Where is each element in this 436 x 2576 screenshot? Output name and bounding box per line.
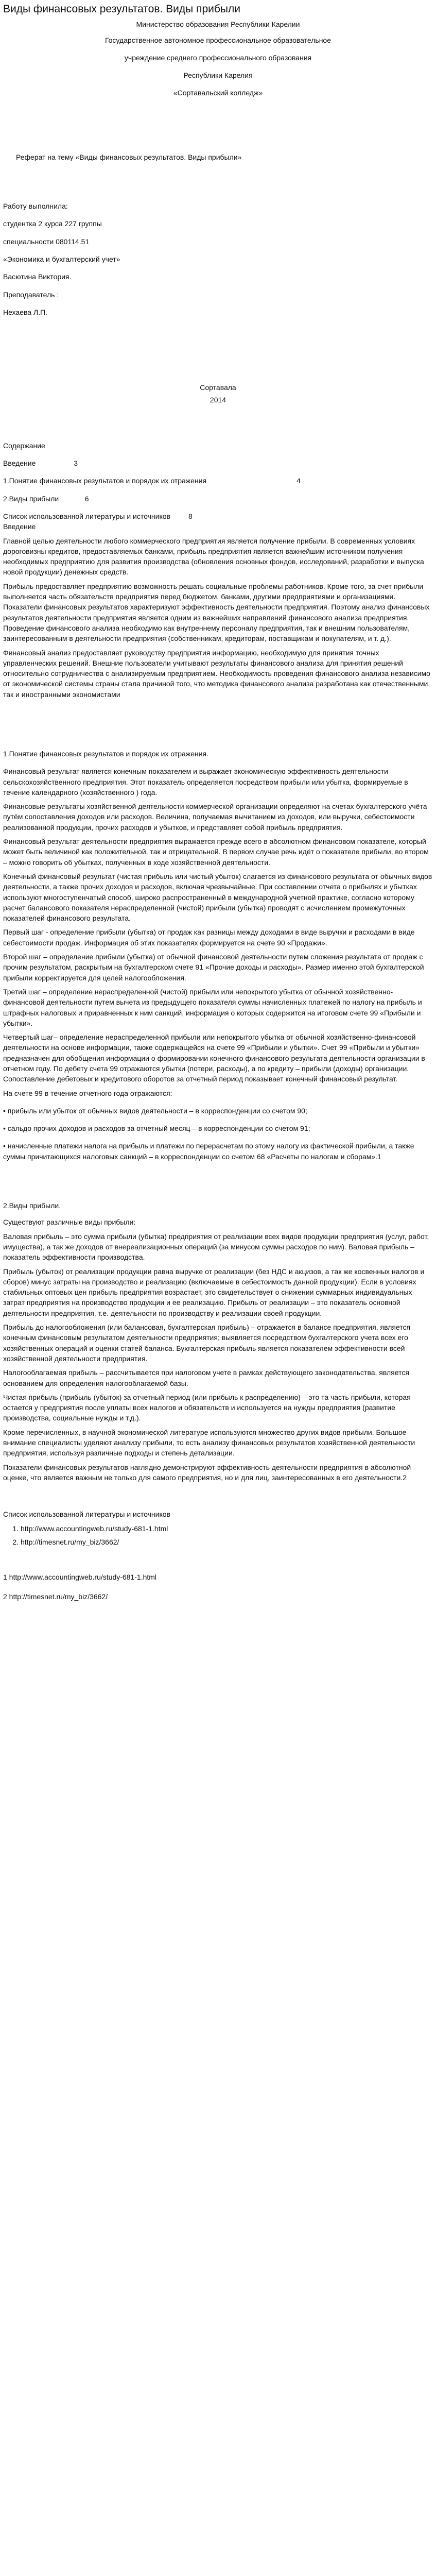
teacher-label: Преподаватель : — [3, 290, 59, 299]
section1-paragraph: Конечный финансовый результат (чистая прибыль или чистый убыток) слагается из финансового результата от обычных видов деятельности, а также прочих доходов и расходов, включая чрезвычайные. При составлении отчета о прибылях и убытках используют многоступенчатый способ, широко распространенный в международной учетной практике, согласно которому расчет балансового показателя нераспределенной (чистой) прибыли (убытка) проводят с исчислением промежуточных показателей финансового результата. — [3, 872, 432, 923]
section1-paragraph: Первый шаг - определение прибыли (убытка) от продаж как разницы между доходами в виде выручки и расходами в виде себестоимости продаж. Информация об этих показателях формируется на счете 90 «Продажи». — [3, 928, 415, 947]
section1-bullet: • прибыль или убыток от обычных видов деятельности – в корреспонденции со счетом 90; — [3, 1106, 307, 1115]
author-label: Работу выполнила: — [3, 202, 68, 211]
section2-paragraph: Показатели финансовых результатов наглядно демонстрируют эффективность деятельности предприятия в абсолютной оценке, что является важным не только для самого предприятия, но и для лиц, заинтересованных в его деятельности.2 — [3, 1463, 411, 1482]
toc-item: Список использованной литературы и источников 8 — [3, 512, 193, 520]
cover-block — [3, 19, 433, 405]
section1-paragraph: Четвертый шаг– определение нераспределенной прибыли или непокрытого убытка от обычной хозяйственно-финансовой деятельности на основе информации, также содержащейся на счете 99 «Прибыли и убытки». Счет 99 «Прибыли и убытки» предназначен для обобщения информации о формировании конечного финансового результата деятельности организации в отчетном году. По дебету счета 99 отражаются убытки (потери, расходы), а по кредиту – прибыли (доходы) организации. Сопоставление дебетовых и кредитового оборотов за отчетный период показывает конечный финансовый результат. — [3, 1033, 425, 1083]
document-title: Виды финансовых результатов. Виды прибыли — [3, 3, 240, 15]
toc-heading: Содержание — [3, 441, 45, 450]
intro-heading: Введение — [3, 522, 36, 531]
sources-heading: Список использованной литературы и источников — [3, 1510, 170, 1519]
section2-paragraph: Прибыль (убыток) от реализации продукции равна выручке от реализации (без НДС и акцизов, а так же косвенных налогов и сборов) минус затраты на производство и реализацию (включаемые в себестоимость данной продукции). Если в условиях стабильных оптовых цен прибыль предприятия возрастает, это свидетельствует о снижении суммарных индивидуальных затрат предприятия на производство продукции и ее реализацию. Прибыль от реализации – это показатель основной деятельности предприятия, т.е. деятельности по производству и реализации своей продукции. — [3, 1267, 425, 1317]
footnote: 1 http://www.accountingweb.ru/study-681-1.html — [3, 1573, 157, 1582]
source-link[interactable]: http://www.accountingweb.ru/study-681-1.html — [21, 1524, 168, 1533]
specialty-line: специальности 080114.51 — [3, 237, 90, 246]
college-line: «Сортавальский колледж» — [173, 89, 263, 97]
section1-list-intro: На счете 99 в течение отчетного года отражаются: — [3, 1089, 172, 1097]
republic-line: Республики Карелия — [183, 71, 253, 80]
section1-paragraph: Финансовый результат является конечным показателем и выражает экономическую эффективность деятельности сельскохозяйственного предприятия. Этот показатель определяется посредством прибыли или убытка, формируемые в течение календарного (хозяйственного ) года. — [3, 767, 408, 796]
section2-paragraph: Чистая прибыль (прибыль (убыток) за отчетный период (или прибыль к распределению) – это та часть прибыли, которая остается у предприятия после уплаты всех налогов и обязательств и используется на нужды предприятия (развитие производства, социальные нужды и т.д.). — [3, 1393, 411, 1422]
introduction-section — [3, 521, 433, 700]
section1-paragraph: Второй шаг – определение прибыли (убытка) от обычной финансовой деятельности путем сложения результата от продаж с прочим результатом, раскрытым на бухгалтерском счете 91 «Прочие доходы и расходы». Размер именно этой бухгалтерской прибыли корректируется для целей налогообложения. — [3, 953, 424, 982]
essay-title: Реферат на тему «Виды финансовых результатов. Виды прибыли» — [16, 152, 242, 161]
institution-line-2: учреждение среднего профессионального образования — [124, 53, 312, 62]
institution-line-1: Государственное автономное профессиональное образовательное — [104, 36, 331, 44]
sources-section — [3, 1509, 433, 1547]
intro-paragraph: Финансовый анализ предоставляет руководству предприятия информацию, необходимую для принятия точных управленческих решений. Внешние пользователи учитывают результаты финансового анализа для принятия решений относительно сотрудничества с анализируемым предприятием. Необходимость проведения финансового анализа независимо от экономической системы страны стала причиной того, что методика финансового анализа разработана как отечественными, так и иностранными экономистами — [3, 648, 430, 699]
section2-heading: 2.Виды прибыли. — [3, 1201, 61, 1210]
ministry-line: Министерство образования Республики Карелии — [136, 20, 300, 29]
section2-paragraph: Прибыль до налогообложения (или балансовая, бухгалтерская прибыль) – отражается в балансе предприятия, является конечным финансовым результатом деятельности предприятия; выявляется посредством бухгалтерского учета всех его хозяйственных операций и оценки статей баланса. Бухгалтерская прибыль является показателем эффективности всей хозяйственной деятельности предприятия. — [3, 1323, 411, 1363]
sources-list — [3, 1523, 433, 1548]
section-financial-results — [3, 749, 433, 1162]
footnotes — [3, 1572, 433, 1602]
section1-paragraph: Финансовый результат деятельности предприятия выражается прежде всего в абсолютном финансовом показателе, который может быть величиной как положительной, так и отрицательной. В первом случае речь идёт о показателе прибыли, во втором – можно говорить об убытках, полученных в ходе хозяйственной деятельности. — [3, 837, 429, 867]
section1-bullet: • начисленные платежи налога на прибыль и платежи по перерасчетам по этому налогу из фактической прибыли, а также суммы причитающихся налоговых санкций – в корреспонденции со счетом 68 «Расчеты по налогам и сборам».1 — [3, 1142, 414, 1161]
section2-paragraph: Существуют различные виды прибыли: — [3, 1218, 136, 1227]
intro-paragraph: Прибыль предоставляет предприятию возможность решать социальные проблемы работников. Кроме того, за счет прибыли выполняется часть обязательств предприятия перед бюджетом, банками, другими предприятиями и организациями. Показатели финансовых результатов характеризуют эффективность деятельности предприятия. Поэтому анализ финансовых результатов деятельности предприятия является одним из важнейших направлений финансового анализа предприятия. Проведение финансового анализа необходимо как внутреннему персоналу предприятия, так и внешним пользователям, заинтересованным в деятельности предприятия (собственникам, кредиторам, поставщикам и покупателям, и т. д.). — [3, 582, 430, 643]
teacher-name: Нехаева Л.П. — [3, 308, 47, 316]
specialty-name-line: «Экономика и бухгалтерский учет» — [3, 255, 120, 263]
year-line: 2014 — [210, 396, 226, 404]
intro-paragraph: Главной целью деятельности любого коммерческого предприятия является получение прибыли. В современных условиях дороговизны кредитов, предоставляемых банками, прибыль предприятия является важнейшим источником получения необходимых предприятию для развития производства (обновления основных фондов, исследований, разработки и выпуска новой продукции) денежных средств. — [3, 536, 424, 577]
source-link[interactable]: http://timesnet.ru/my_biz/3662/ — [21, 1537, 119, 1546]
section1-heading: 1.Понятие финансовых результатов и порядок их отражения. — [3, 749, 208, 758]
toc-item: 1.Понятие финансовых результатов и порядок их отражения 4 — [3, 477, 301, 485]
section1-paragraph: Третий шаг – определение нераспределенной (чистой) прибыли или непокрытого убытка от обычной хозяйственно-финансовой деятельности путем вычета из предыдущего показателя суммы начисленных платежей по налогу на прибыль и штрафных налоговых и приравненных к ним санкций, информация о которых содержится на итоговом счете 99 «Прибыли и убытки». — [3, 987, 422, 1027]
toc-item: 2.Виды прибыли 6 — [3, 494, 89, 503]
section2-paragraph: Налогооблагаемая прибыль – рассчитывается при налоговом учете в рамках действующего законодательства, является основанием для определения налогооблагаемой базы. — [3, 1368, 409, 1387]
student-line: студентка 2 курса 227 группы — [3, 219, 102, 228]
section1-bullet: • сальдо прочих доходов и расходов за отчетный месяц – в корреспонденции со счетом 91; — [3, 1124, 310, 1133]
list-item — [21, 1523, 433, 1534]
city-line: Сортавала — [200, 383, 236, 392]
list-item — [21, 1537, 433, 1547]
table-of-contents — [3, 440, 433, 521]
author-name: Васютина Виктория. — [3, 273, 72, 281]
section2-paragraph: Кроме перечисленных, в научной экономической литературе используются множество других видов прибыли. Большое внимание специалисты уделяют анализу прибыли, то есть анализу финансовых результатов хозяйственной деятельности предприятия, используя различные подходы и степень детализации. — [3, 1428, 415, 1458]
section1-paragraph: Финансовые результаты хозяйственной деятельности коммерческой организации определяют на счетах бухгалтерского учёта путём сопоставления доходов или расходов. Величина, получаемая вычитанием из доходов, или выручки, себестоимости реализованной продукции, прочих расходов и убытков, и представляет собой прибыль предприятия. — [3, 802, 427, 832]
section2-paragraph: Валовая прибыль – это сумма прибыли (убытка) предприятия от реализации всех видов продукции предприятия (услуг, работ, имущества), а так же доходов от внереализационных операций (за минусом суммы расходов по ним). Валовая прибыль – показатель эффективности производства. — [3, 1232, 429, 1262]
footnote: 2 http://timesnet.ru/my_biz/3662/ — [3, 1592, 108, 1601]
toc-item: Введение 3 — [3, 459, 78, 468]
section-profit-types — [3, 1200, 433, 1483]
